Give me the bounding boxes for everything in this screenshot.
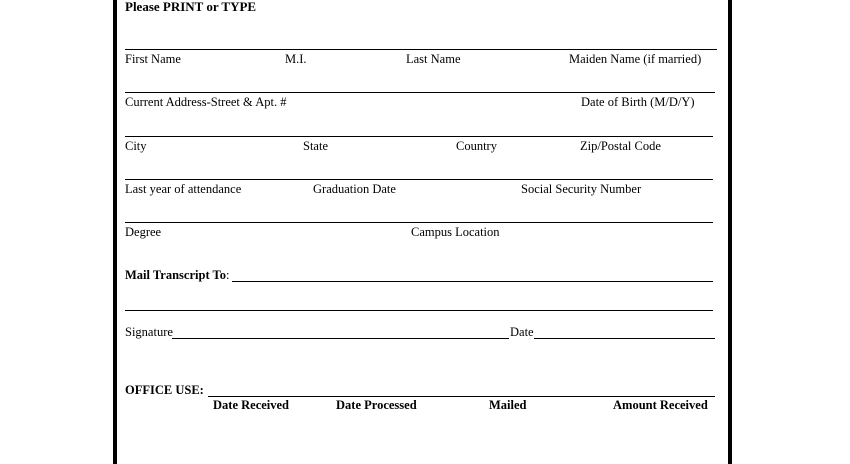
signature-line[interactable] bbox=[172, 338, 509, 339]
date-received-label: Date Received bbox=[213, 398, 290, 412]
ssn-label: Social Security Number bbox=[521, 182, 642, 196]
last-year-label: Last year of attendance bbox=[125, 182, 242, 196]
signature-label: Signature bbox=[125, 325, 173, 339]
last-name-label: Last Name bbox=[406, 52, 461, 66]
mail-transcript-line-1[interactable] bbox=[232, 281, 713, 282]
mailed-label: Mailed bbox=[489, 398, 527, 412]
maiden-name-label: Maiden Name (if married) bbox=[569, 52, 702, 66]
country-label: Country bbox=[456, 139, 497, 153]
attendance-line[interactable] bbox=[125, 179, 713, 180]
amount-received-label: Amount Received bbox=[613, 398, 708, 412]
zip-label: Zip/Postal Code bbox=[580, 139, 661, 153]
print-instruction: Please PRINT or TYPE bbox=[125, 0, 257, 14]
dob-label: Date of Birth (M/D/Y) bbox=[581, 95, 695, 109]
grad-date-label: Graduation Date bbox=[313, 182, 396, 196]
state-label: State bbox=[303, 139, 328, 153]
city-line[interactable] bbox=[125, 136, 713, 137]
degree-line[interactable] bbox=[125, 222, 713, 223]
first-name-label: First Name bbox=[125, 52, 181, 66]
mail-transcript-line-2[interactable] bbox=[125, 310, 713, 311]
mail-transcript-label: Mail Transcript To: bbox=[125, 268, 230, 282]
date-processed-label: Date Processed bbox=[336, 398, 417, 412]
mi-label: M.I. bbox=[285, 52, 307, 66]
campus-label: Campus Location bbox=[411, 225, 500, 239]
date-line[interactable] bbox=[534, 338, 715, 339]
office-use-label: OFFICE USE: bbox=[125, 383, 204, 397]
degree-label: Degree bbox=[125, 225, 162, 239]
city-label: City bbox=[125, 139, 147, 153]
date-label: Date bbox=[510, 325, 534, 339]
address-label: Current Address-Street & Apt. # bbox=[125, 95, 287, 109]
office-use-line[interactable] bbox=[208, 396, 715, 397]
address-line[interactable] bbox=[125, 92, 715, 93]
name-line[interactable] bbox=[125, 49, 717, 50]
